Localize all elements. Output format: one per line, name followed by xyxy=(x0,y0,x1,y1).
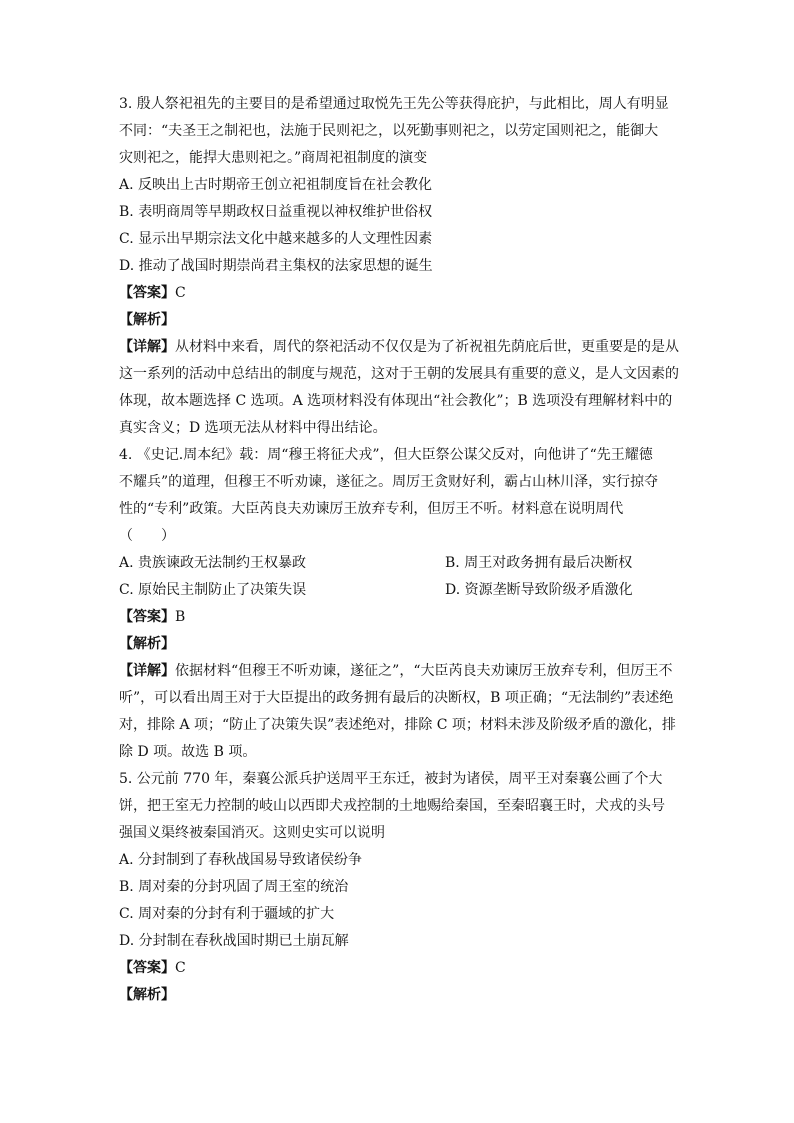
option-b: B. 周王对政务拥有最后决断权 xyxy=(445,555,633,571)
answer-label: 【答案】 xyxy=(119,285,175,301)
question-stem-line: 不同：“夫圣王之制祀也，法施于民则祀之，以死勤事则祀之，以劳定国则祀之，能御大 xyxy=(119,123,659,139)
detail-text-line: 除 D 项。故选 B 项。 xyxy=(119,744,257,760)
detail-text-line: 听”，可以看出周王对于大臣提出的政务拥有最后的决断权，B 项正确；“无法制约”表述绝 xyxy=(119,690,674,706)
answer-value: B xyxy=(175,609,186,625)
detail-label: 【详解】 xyxy=(119,663,175,679)
analysis-line xyxy=(119,307,679,334)
option-a: A. 分封制到了春秋战国易导致诸侯纷争 xyxy=(119,852,363,868)
answer-line xyxy=(119,604,679,631)
option-d: D. 分封制在春秋战国时期已土崩瓦解 xyxy=(119,933,349,949)
option-c: C. 周对秦的分封有利于疆域的扩大 xyxy=(119,906,335,922)
option-c: C. 显示出早期宗法文化中越来越多的人文理性因素 xyxy=(119,231,433,247)
analysis-label: 【解析】 xyxy=(119,987,175,1003)
analysis-label: 【解析】 xyxy=(119,636,175,652)
option-c: C. 原始民主制防止了决策失误 xyxy=(119,582,307,598)
question-stem-line: 不耀兵”的道理，但穆王不听劝谏，遂征之。周厉王贪财好利，霸占山林川泽，实行掠夺 xyxy=(119,474,659,490)
detail-label: 【详解】 xyxy=(119,339,175,355)
option-b: B. 表明商周等早期政权日益重视以神权维护世俗权 xyxy=(119,204,433,220)
question-stem-line: 强国义渠终被秦国消灭。这则史实可以说明 xyxy=(119,825,385,841)
question-4 xyxy=(119,442,679,766)
detail-text-line: 体现，故本题选择 C 选项。A 选项材料没有体现出“社会教化”；B 选项没有理解材料中的 xyxy=(119,393,673,409)
detail-line xyxy=(119,658,679,685)
question-5 xyxy=(119,766,679,1009)
analysis-line xyxy=(119,982,679,1009)
detail-text: 从材料中来看，周代的祭祀活动不仅仅是为了祈祝祖先荫庇后世，更重要是的是从 xyxy=(175,339,679,355)
answer-label: 【答案】 xyxy=(119,960,175,976)
question-content xyxy=(119,91,679,1009)
answer-value: C xyxy=(175,285,186,301)
question-stem-line: 5. 公元前 770 年，秦襄公派兵护送周平王东迁，被封为诸侯，周平王对秦襄公画了个大 xyxy=(119,771,663,787)
answer-label: 【答案】 xyxy=(119,609,175,625)
answer-line xyxy=(119,955,679,982)
option-d: D. 资源垄断导致阶级矛盾激化 xyxy=(445,582,633,598)
analysis-label: 【解析】 xyxy=(119,312,175,328)
answer-line xyxy=(119,280,679,307)
detail-text-line: 这一系列的活动中总结出的制度与规范，这对于王朝的发展具有重要的意义，是人文因素的 xyxy=(119,366,679,382)
option-a: A. 反映出上古时期帝王创立祀祖制度旨在社会教化 xyxy=(119,177,433,193)
option-row xyxy=(119,577,679,604)
option-d: D. 推动了战国时期崇尚君主集权的法家思想的诞生 xyxy=(119,258,433,274)
detail-text-line: 对，排除 A 项；“防止了决策失误”表述绝对，排除 C 项；材料未涉及阶级矛盾的激化，排 xyxy=(119,717,676,733)
option-b: B. 周对秦的分封巩固了周王室的统治 xyxy=(119,879,349,895)
option-row xyxy=(119,550,679,577)
detail-text-line: 真实含义；D 选项无法从材料中得出结论。 xyxy=(119,420,387,436)
option-a: A. 贵族谏政无法制约王权暴政 xyxy=(119,555,307,571)
question-3 xyxy=(119,91,679,442)
answer-value: C xyxy=(175,960,186,976)
question-stem-line: 4. 《史记.周本纪》载：周“穆王将征犬戎”，但大臣祭公谋父反对，向他讲了“先王耀德 xyxy=(119,447,653,463)
question-stem-line: 性的“专利”政策。大臣芮良夫劝谏厉王放弃专利，但厉王不听。材料意在说明周代 xyxy=(119,501,624,517)
question-stem-line: 3. 殷人祭祀祖先的主要目的是希望通过取悦先王先公等获得庇护，与此相比，周人有明显 xyxy=(119,96,669,112)
question-stem-line: 灾则祀之，能捍大患则祀之。”商周祀祖制度的演变 xyxy=(119,150,428,166)
analysis-line xyxy=(119,631,679,658)
detail-line xyxy=(119,334,679,361)
detail-text: 依据材料“但穆王不听劝谏，遂征之”，“大臣芮良夫劝谏厉王放弃专利，但厉王不 xyxy=(175,663,673,679)
answer-blank: （ ） xyxy=(119,528,175,544)
question-stem-line: 饼，把王室无力控制的岐山以西即犬戎控制的土地赐给秦国，至秦昭襄王时，犬戎的头号 xyxy=(119,798,665,814)
